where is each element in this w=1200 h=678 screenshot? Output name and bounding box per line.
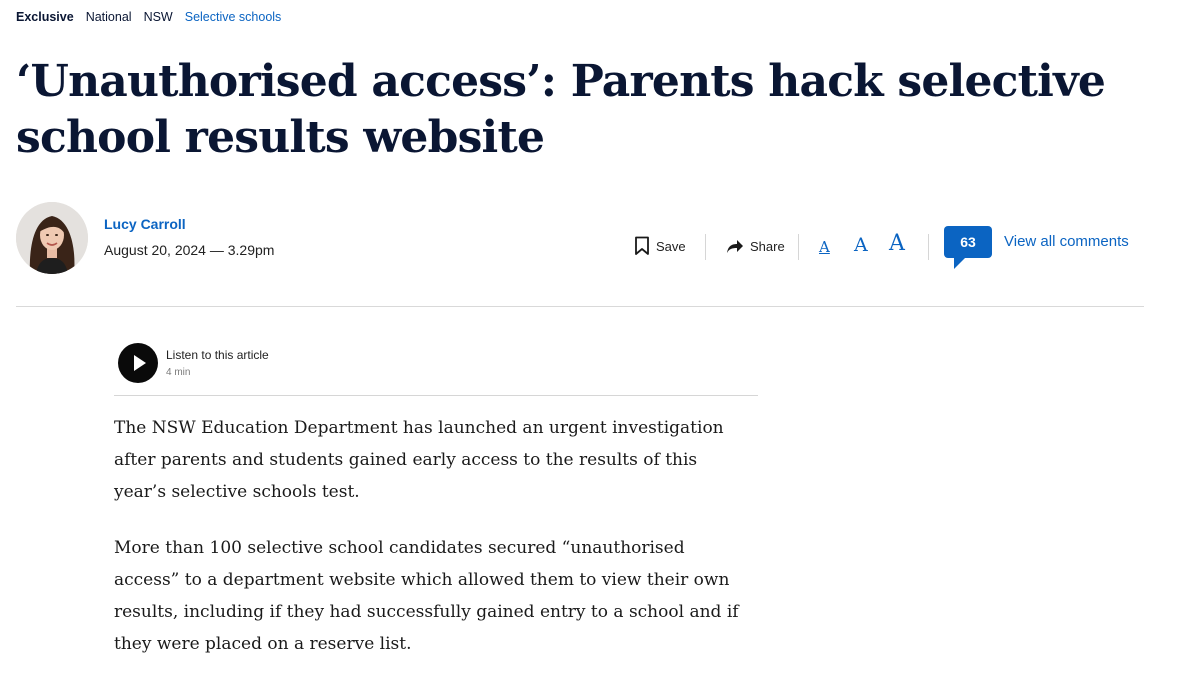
share-arrow-icon — [726, 238, 744, 254]
tag-exclusive[interactable]: Exclusive — [16, 10, 74, 24]
comment-bubble-tail-icon — [954, 257, 966, 269]
publish-date: August 20, 2024 — 3.29pm — [104, 242, 275, 258]
audio-title: Listen to this article — [166, 348, 269, 362]
comment-count-badge[interactable]: 63 — [944, 226, 992, 258]
tag-nsw[interactable]: NSW — [143, 10, 173, 24]
view-all-comments-link[interactable]: View all comments — [1004, 233, 1129, 250]
font-size-medium-button[interactable]: A — [854, 234, 868, 256]
play-icon — [118, 343, 158, 383]
author-avatar[interactable] — [16, 202, 88, 274]
byline-divider — [16, 306, 1144, 307]
author-photo-icon — [16, 202, 88, 274]
tag-selective-schools[interactable]: Selective schools — [184, 10, 282, 24]
article-paragraph: More than 100 selective school candidates secured “unauthorised access” to a department website which allowed them to view their own results, including if they had successfully gained entry to a school and if they were placed on a reserve list. — [114, 538, 739, 654]
toolbar-divider — [798, 234, 799, 260]
article-headline: ‘Unauthorised access’: Parents hack selective school results website — [16, 56, 1106, 163]
article-paragraph: The NSW Education Department has launched an urgent investigation after parents and students gained early access to the results of this year’s selective schools test. — [114, 418, 724, 502]
play-button[interactable] — [118, 343, 158, 383]
share-button[interactable] — [726, 234, 785, 258]
author-name-link[interactable]: Lucy Carroll — [104, 216, 186, 232]
tag-national[interactable]: National — [85, 10, 132, 24]
save-label: Save — [656, 238, 686, 254]
bookmark-icon — [634, 236, 650, 256]
topic-tags — [16, 10, 281, 24]
font-size-small-button[interactable]: A — [819, 238, 830, 256]
font-size-large-button[interactable]: A — [889, 231, 905, 256]
audio-player — [114, 338, 758, 396]
share-label: Share — [750, 238, 785, 254]
audio-duration: 4 min — [166, 367, 191, 378]
toolbar-divider — [928, 234, 929, 260]
save-button[interactable] — [634, 234, 686, 258]
toolbar-divider — [705, 234, 706, 260]
